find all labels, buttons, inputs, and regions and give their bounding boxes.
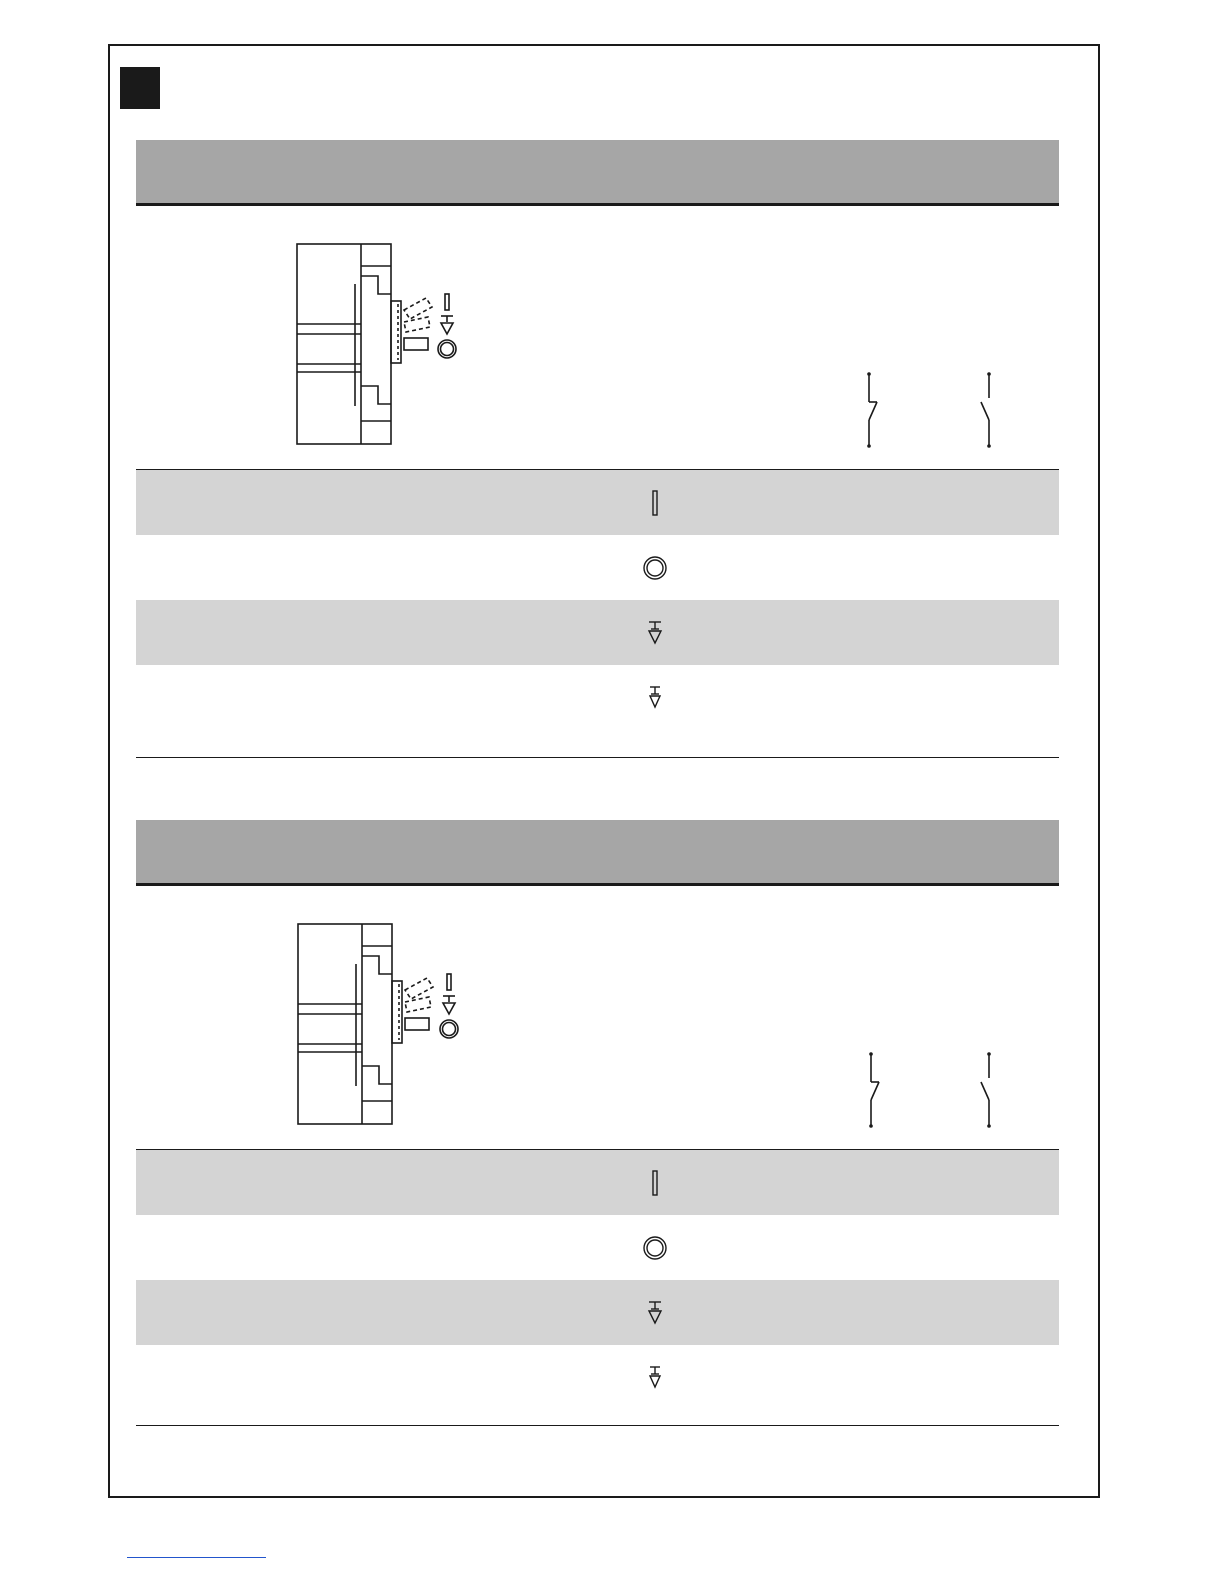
breaker-side-view-icon [136,206,1059,470]
section-bottom-rule [136,757,1059,758]
off-position-icon [640,551,670,585]
off-position-icon [640,1231,670,1265]
table-row [136,1345,1059,1410]
section-header [136,140,1059,206]
table-row [136,535,1059,600]
breaker-diagram [136,206,1059,470]
breaker-side-view-icon [136,886,1059,1150]
footer-link-underline [127,1557,266,1558]
table-row [136,1215,1059,1280]
table-row [136,600,1059,665]
trip-position-icon [640,1296,670,1330]
section-header [136,820,1059,886]
table-row [136,665,1059,730]
reset-position-icon [640,1361,670,1395]
on-position-icon [640,486,670,520]
section-bottom-rule [136,1425,1059,1426]
trip-position-icon [640,616,670,650]
table-row [136,1150,1059,1215]
breaker-diagram [136,886,1059,1150]
reset-position-icon [640,681,670,715]
table-row [136,1280,1059,1345]
on-position-icon [640,1166,670,1200]
section-tab-marker [120,67,160,109]
table-row [136,470,1059,535]
